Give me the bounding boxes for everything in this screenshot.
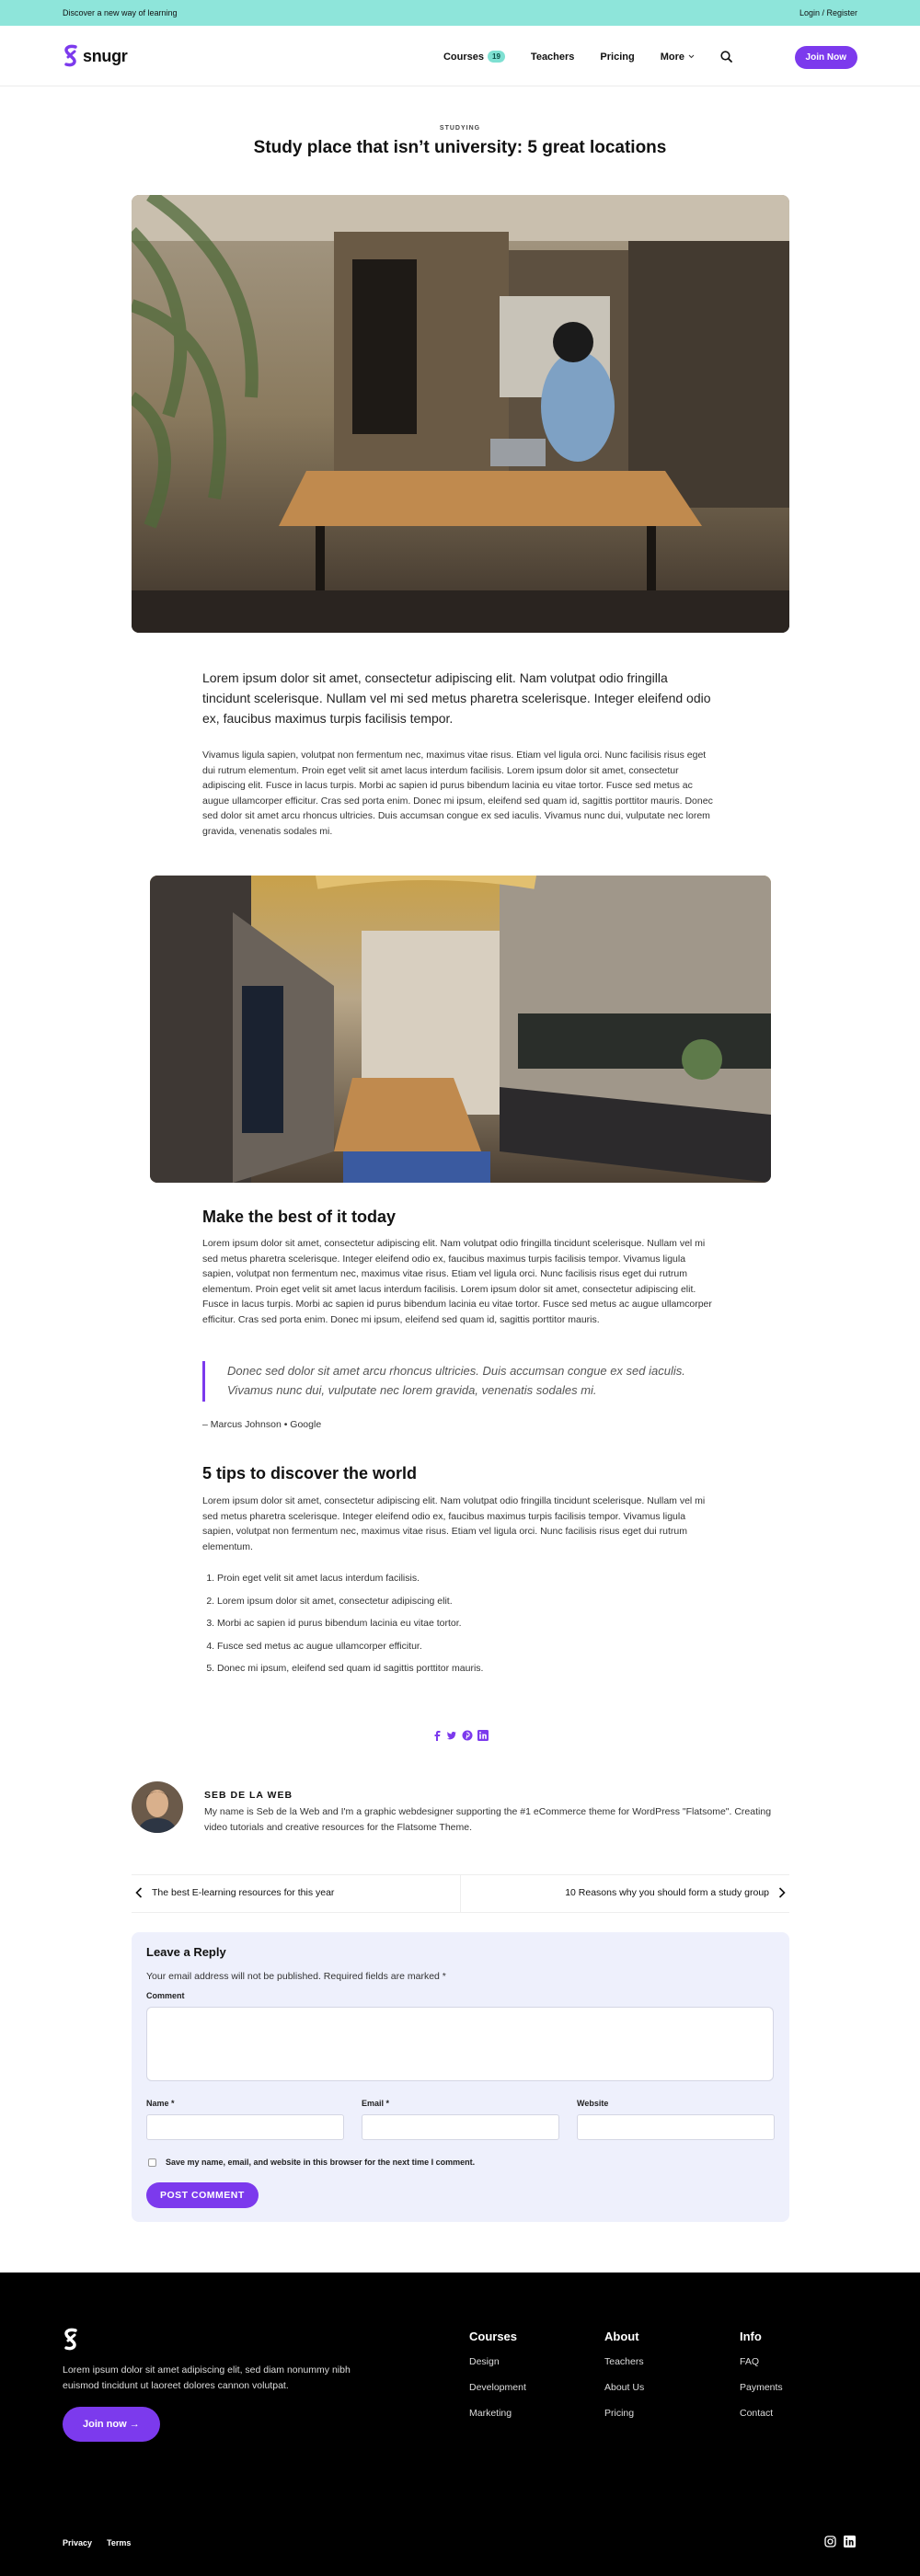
linkedin-icon[interactable] <box>477 1730 489 1741</box>
save-info-checkbox[interactable] <box>148 2158 156 2167</box>
site-header <box>0 26 920 86</box>
footer-link[interactable]: About Us <box>604 2382 645 2393</box>
footer-link[interactable]: FAQ <box>740 2356 760 2367</box>
post-comment-button[interactable]: POST COMMENT <box>146 2182 259 2208</box>
list-item: 2. Lorem ipsum dolor sit amet, consectetur adipiscing elit. <box>217 1596 718 1619</box>
facebook-icon[interactable] <box>432 1730 442 1741</box>
linkedin-icon[interactable] <box>844 2536 856 2552</box>
save-info-label: Save my name, email, and website in this browser for the next time I comment. <box>166 2158 476 2167</box>
footer-link[interactable]: Pricing <box>604 2408 635 2419</box>
footer-legal-links <box>63 2538 131 2547</box>
list-item: 3. Morbi ac sapien id purus bibendum lacinia eu vitae tortor. <box>217 1618 718 1641</box>
previous-post-link[interactable] <box>135 1887 334 1898</box>
list-item: 1. Proin eget velit sit amet lacus interdum facilisis. <box>217 1573 718 1596</box>
quote-citation: – Marcus Johnson • Google <box>202 1419 322 1430</box>
footer-link[interactable]: Contact <box>740 2408 774 2419</box>
email-label: Email * <box>362 2099 390 2108</box>
pinterest-icon[interactable] <box>462 1730 473 1741</box>
search-icon[interactable] <box>720 51 732 63</box>
tagline: Discover a new way of learning <box>63 8 178 17</box>
nav-teachers[interactable]: Teachers <box>530 51 575 63</box>
blockquote: Donec sed dolor sit amet arcu rhoncus ultricies. Duis accumsan congue ex sed iaculis. Vivamus nunc dui, vulputate nec lorem gravida, venenatis sodales mi. <box>202 1361 718 1402</box>
privacy-link[interactable]: Privacy <box>63 2538 93 2547</box>
footer-link[interactable]: Marketing <box>469 2408 512 2419</box>
website-input[interactable] <box>577 2114 775 2140</box>
footer-column-courses <box>469 2330 526 2433</box>
chevron-right-icon <box>778 1887 786 1898</box>
next-post-title: 10 Reasons why you should form a study group <box>565 1887 769 1898</box>
post-paragraph-3: Lorem ipsum dolor sit amet, consectetur adipiscing elit. Nam volutpat odio fringilla tincidunt scelerisque. Nullam vel mi sed metus pharetra scelerisque. Integer eleifend odio ex, faucibus maximus turpis facilisis tempor. Vivamus ligula sapien, volutpat non fermentum nec, maximus vitae risus. Etiam vel ligula orci. Nunc facilisis risus eget dui rutrum elementum. <box>202 1495 706 1552</box>
footer-link[interactable]: Design <box>469 2356 500 2367</box>
name-label: Name * <box>146 2099 175 2108</box>
reply-note: Your email address will not be published. Required fields are marked * <box>146 1971 446 1982</box>
nav-more[interactable] <box>661 52 695 63</box>
share-buttons <box>432 1730 489 1741</box>
nav-courses[interactable] <box>443 51 505 63</box>
post-lead: Lorem ipsum dolor sit amet, consectetur adipiscing elit. Nam volutpat odio fringilla tincidunt scelerisque. Nullam vel mi sed metus pharetra scelerisque. Integer eleifend odio ex, faucibus maximus turpis facilisis tempor. <box>202 670 711 726</box>
join-now-button[interactable]: Join Now <box>795 46 857 69</box>
author-bio: My name is Seb de la Web and I'm a graphic webdesigner supporting the #1 eCommerce theme for WordPress "Flatsome". Creating video tutorials and creative resources for the Flatsome Theme. <box>204 1806 772 1833</box>
nav-courses-label: Courses <box>443 51 485 63</box>
author-name: SEB DE LA WEB <box>204 1790 293 1801</box>
footer-link[interactable]: Teachers <box>604 2356 644 2367</box>
comment-form <box>132 1932 789 2222</box>
footer-link[interactable]: Development <box>469 2382 526 2393</box>
footer-social <box>824 2536 856 2552</box>
brand-name: snugr <box>83 46 128 65</box>
library-image <box>150 876 771 1183</box>
email-input[interactable] <box>362 2114 559 2140</box>
terms-link[interactable]: Terms <box>107 2538 132 2547</box>
footer-column-title: Courses <box>469 2330 518 2343</box>
footer-column-about <box>604 2330 644 2433</box>
nav-more-label: More <box>660 51 684 63</box>
nav-divider <box>460 1875 461 1912</box>
post-title: Study place that isn’t university: 5 great locations <box>253 138 667 157</box>
footer-description: Lorem ipsum dolor sit amet adipiscing elit, sed diam nonummy nibh euismod tincidunt ut laoreet dolores cannon volutpat. <box>63 2364 351 2391</box>
previous-post-title: The best E-learning resources for this year <box>152 1887 335 1898</box>
post-paragraph-1: Vivamus ligula sapien, volutpat non fermentum nec, maximus vitae risus. Etiam vel ligula orci. Nunc facilisis risus eget dui rutrum elementum. Proin eget velit sit amet lacus interdum facilisis. Lorem ipsum dolor sit amet, consectetur adipiscing elit. Fusce in lacus turpis. Morbi ac sapien id purus bibendum lacinia eu vitae tortor. Fusce sed metus ac augue ullamcorper efficitur. Cras sed porta enim. Donec mi ipsum, eleifend sed quam id, sagittis porttitor mauris. Donec sed dolor sit amet arcu rhoncus ultricies. Duis accumsan congue ex sed iaculis. Vivamus nunc dui, vulputate nec lorem gravida, venenatis sodales mi. <box>202 750 713 837</box>
footer-link[interactable]: Payments <box>740 2382 783 2393</box>
top-bar <box>0 0 920 26</box>
twitter-icon[interactable] <box>446 1730 457 1741</box>
section-heading-1: Make the best of it today <box>202 1208 397 1226</box>
footer-column-info <box>740 2330 783 2433</box>
featured-image <box>132 195 789 633</box>
next-post-link[interactable] <box>565 1887 786 1898</box>
footer-join-button[interactable]: Join now → <box>63 2407 160 2442</box>
comment-label: Comment <box>146 1991 185 2000</box>
reply-title: Leave a Reply <box>146 1945 226 1959</box>
tips-list <box>202 1573 718 1686</box>
section-heading-2: 5 tips to discover the world <box>202 1464 418 1483</box>
chevron-left-icon <box>135 1887 143 1898</box>
list-item: 5. Donec mi ipsum, eleifend sed quam id sagittis porttitor mauris. <box>217 1663 718 1686</box>
brand-logo[interactable] <box>63 44 128 68</box>
post-navigation <box>132 1874 789 1913</box>
post-category[interactable]: STUDYING <box>439 125 481 132</box>
main-nav <box>443 51 756 63</box>
site-footer <box>0 2273 920 2576</box>
footer-column-title: Info <box>740 2330 762 2343</box>
list-item: 4. Fusce sed metus ac augue ullamcorper efficitur. <box>217 1641 718 1664</box>
comment-textarea[interactable] <box>146 2007 774 2081</box>
instagram-icon[interactable] <box>824 2536 836 2552</box>
name-input[interactable] <box>146 2114 344 2140</box>
courses-count-badge: 19 <box>488 51 505 63</box>
chevron-down-icon <box>688 54 695 59</box>
author-avatar <box>132 1781 183 1833</box>
snugr-logo-icon <box>63 44 79 68</box>
post-paragraph-2: Lorem ipsum dolor sit amet, consectetur adipiscing elit. Nam volutpat odio fringilla tincidunt scelerisque. Nullam vel mi sed metus pharetra scelerisque. Integer eleifend odio ex, faucibus maximus turpis facilisis tempor. Vivamus ligula sapien, volutpat non fermentum nec, maximus vitae risus. Etiam vel ligula orci. Nunc facilisis risus eget dui rutrum elementum. Proin eget velit sit amet lacus interdum facilisis. Lorem ipsum dolor sit amet, consectetur adipiscing elit. Fusce in lacus turpis. Morbi ac sapien id purus bibendum lacinia eu vitae tortor. Fusce sed metus ac augue ullamcorper efficitur. Cras sed porta enim. Donec mi ipsum, eleifend sed quam id, sagittis porttitor mauris. <box>202 1238 712 1325</box>
nav-pricing[interactable]: Pricing <box>600 51 635 63</box>
footer-logo-icon[interactable] <box>63 2328 79 2356</box>
login-register-link[interactable]: Login / Register <box>799 8 857 17</box>
website-label: Website <box>577 2099 609 2108</box>
footer-column-title: About <box>604 2330 639 2343</box>
